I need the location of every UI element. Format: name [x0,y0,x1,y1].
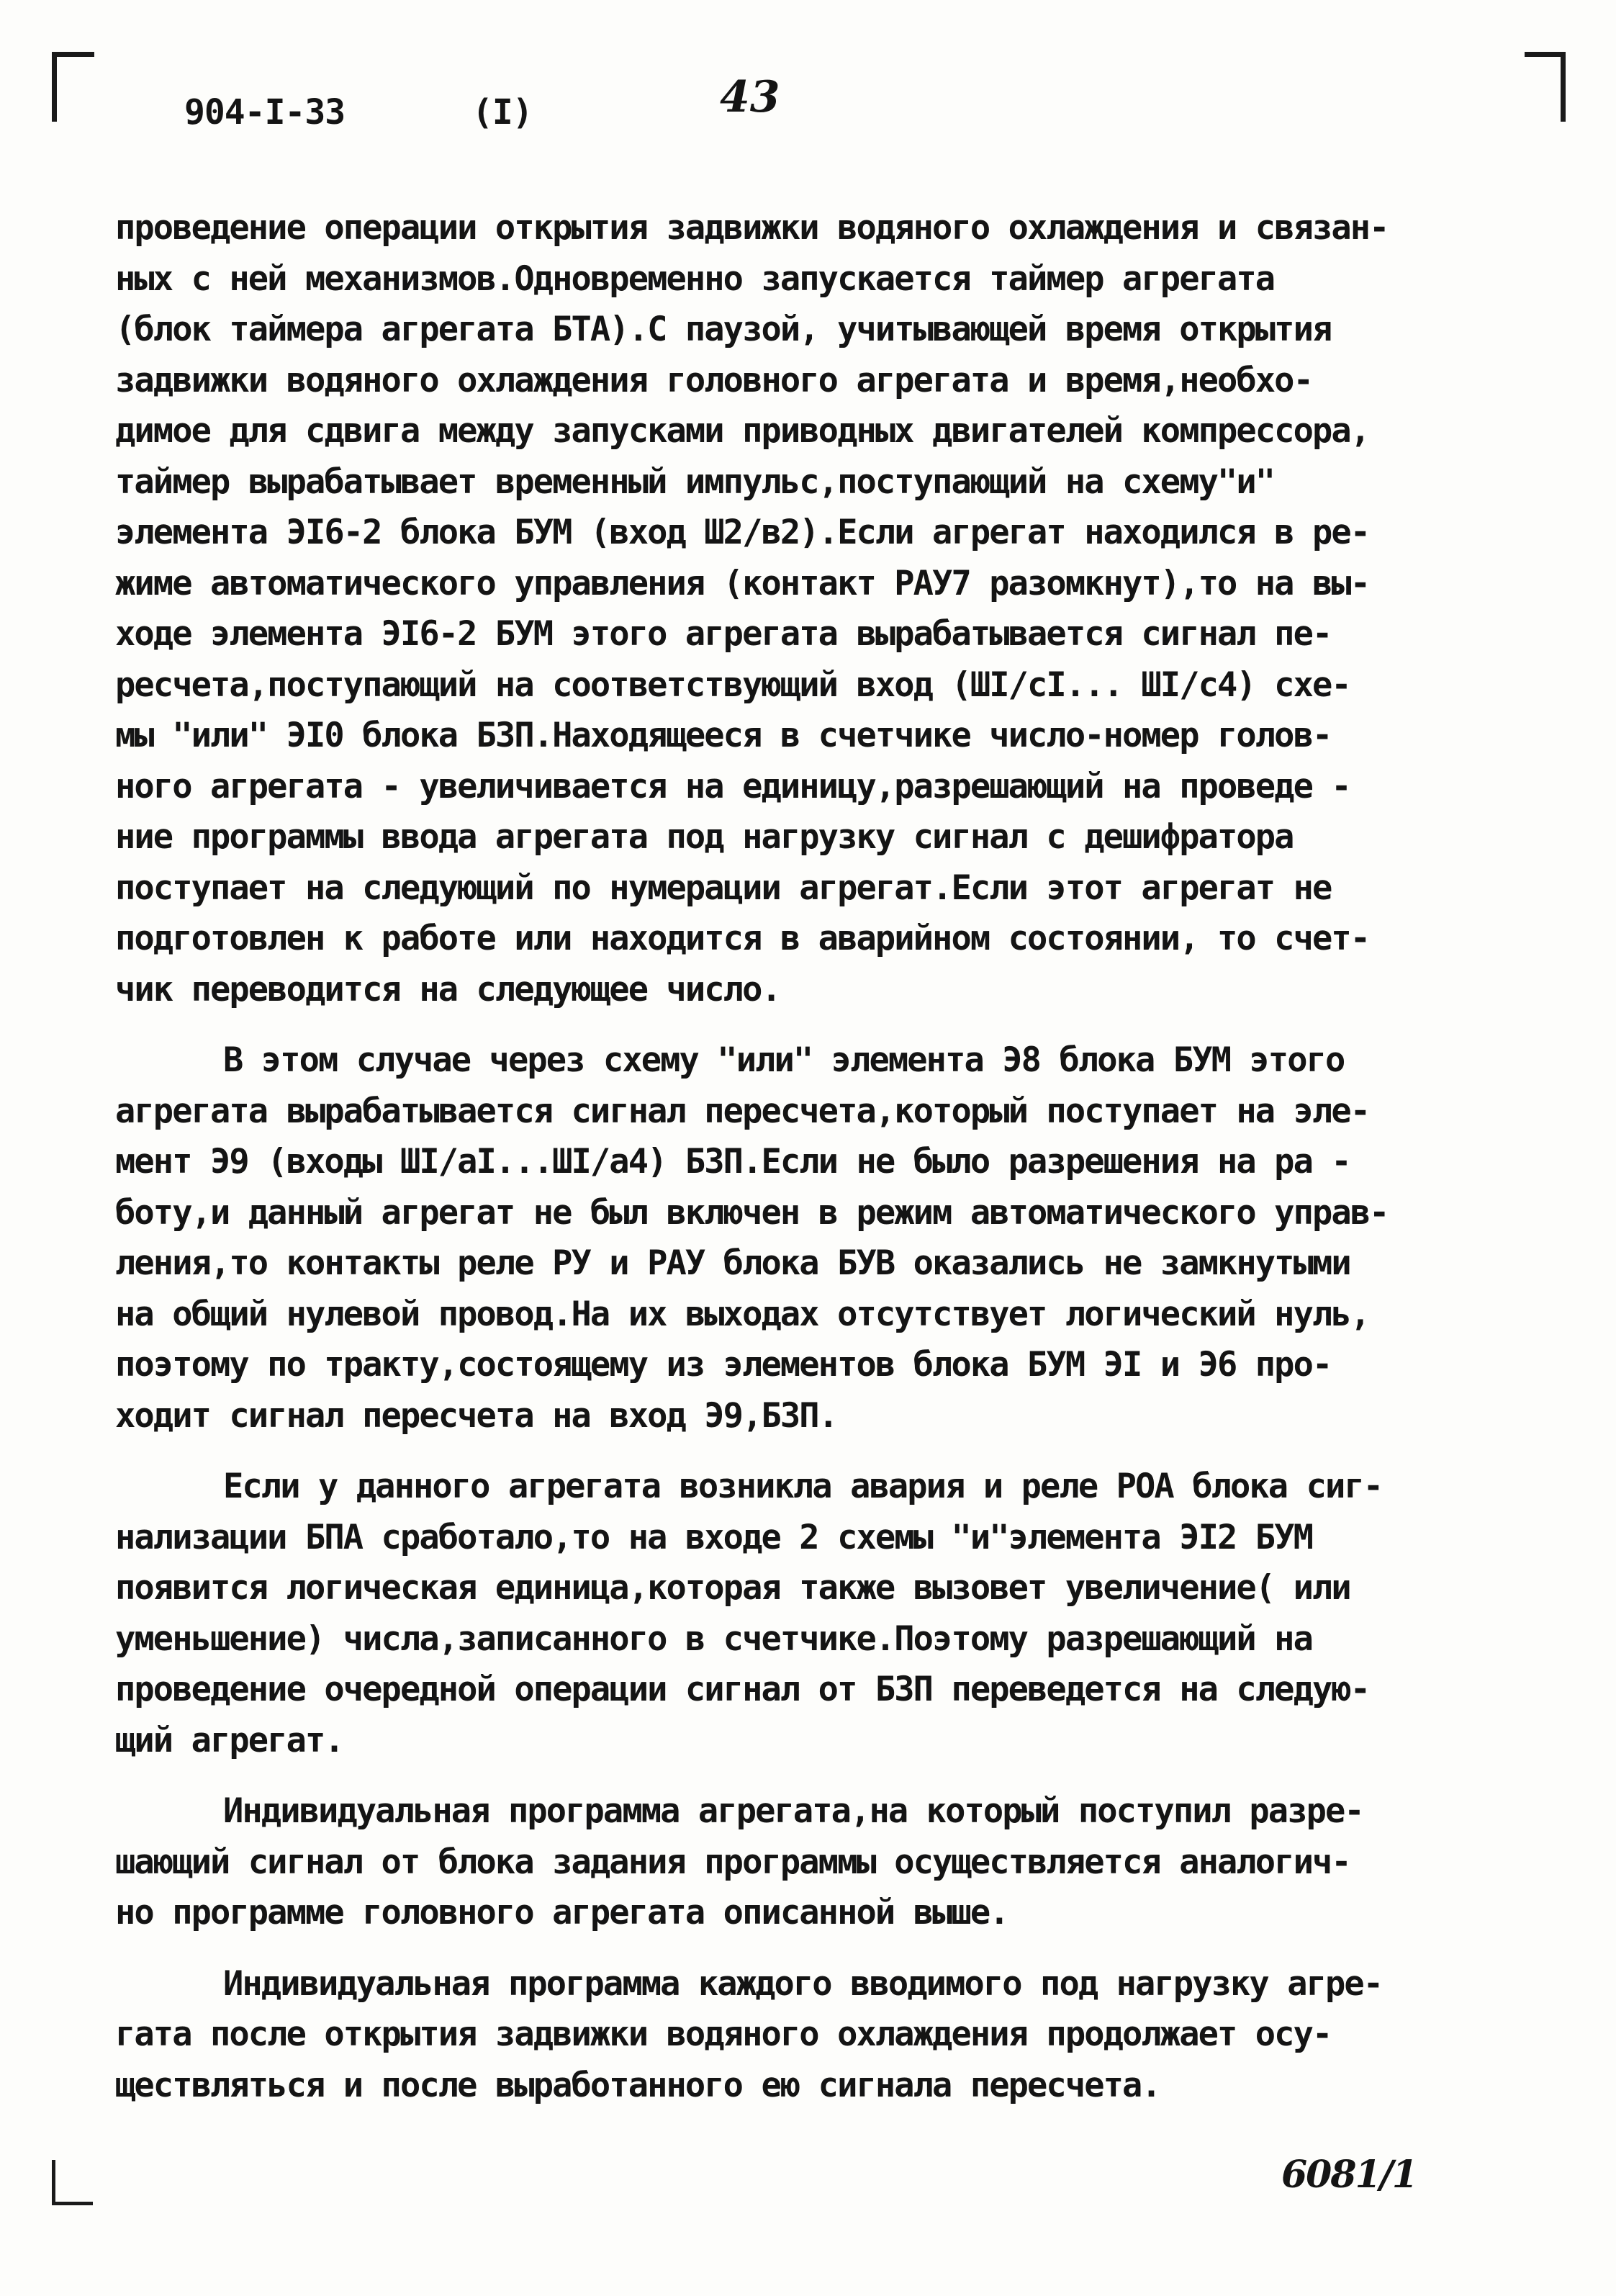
text-line: шающий сигнал от блока задания программы осуществляется аналогич- [115,1842,1350,1882]
text-line: ществляться и после выработанного ею сигнала пересчета. [115,2065,1160,2105]
document-part: (I) [472,92,533,132]
handwritten-sheet-number: 6081/1 [1281,2153,1417,2197]
text-line: (блок таймера агрегата БТА).С паузой, учитывающей время открытия [115,310,1332,349]
text-line: ления,то контакты реле РУ и РАУ блока БУВ оказались не замкнутыми [115,1243,1350,1283]
text-line: поэтому по тракту,состоящему из элементов блока БУМ ЭI и Э6 про- [115,1345,1332,1385]
text-line: гата после открытия задвижки водяного охлаждения продолжает осу- [115,2014,1332,2054]
text-line: боту,и данный агрегат не был включен в режим автоматического управ- [115,1192,1389,1233]
text-line: но программе головного агрегата описанной выше. [115,1893,1008,1932]
paragraph [115,1462,1548,1766]
text-line: щий агрегат. [115,1720,343,1760]
document-code: 904-I-33 [184,92,346,132]
text-line: уменьшение) числа,записанного в счетчике.Поэтому разрешающий на [115,1619,1312,1659]
corner-mark-top-right [1525,52,1566,122]
text-line: ходе элемента ЭI6-2 БУМ этого агрегата вырабатывается сигнал пе- [115,614,1332,654]
text-line: нализации БПА сработало,то на входе 2 схемы "и"элемента ЭI2 БУМ [115,1517,1312,1557]
text-line: подготовлен к работе или находится в аварийном состоянии, то счет- [115,919,1370,958]
text-line: ходит сигнал пересчета на вход Э9,БЗП. [115,1395,838,1436]
text-line: элемента ЭI6-2 блока БУМ (вход Ш2/в2).Если агрегат находился в ре- [115,513,1370,552]
text-line: ресчета,поступающий на соответствующий вход (ШI/сI... ШI/с4) схе- [115,665,1350,705]
text-line: мы "или" ЭI0 блока БЗП.Находящееся в счетчике число-номер голов- [115,716,1332,755]
text-line: проведение операции открытия задвижки водяного охлаждения и связан- [115,208,1389,248]
text-line: Если у данного агрегата возникла авария и реле РОА блока сиг- [223,1467,1383,1506]
text-line: ного агрегата - увеличивается на единицу,разрешающий на проведе - [115,766,1350,806]
text-line: Индивидуальная программа агрегата,на который поступил разре- [223,1791,1363,1831]
text-line: чик переводится на следующее число. [115,969,780,1009]
page-number: 43 [720,72,780,122]
text-line: Индивидуальная программа каждого вводимого под нагрузку агре- [223,1963,1383,2004]
text-line: жиме автоматического управления (контакт РАУ7 разомкнут),то на вы- [115,563,1370,603]
text-line: поступает на следующий по нумерации агрегат.Если этот агрегат не [115,868,1332,908]
body-text [115,203,1548,2131]
text-line: таймер вырабатывает временный импульс,поступающий на схему"и" [115,462,1275,502]
corner-mark-bottom-left [52,2160,93,2205]
text-line: появится логическая единица,которая также вызовет увеличение( или [115,1568,1350,1608]
text-line: В этом случае через схему "или" элемента Э8 блока БУМ этого [223,1040,1345,1080]
paragraph [115,1786,1548,1939]
text-line: димое для сдвига между запусками приводных двигателей компрессора, [115,411,1370,451]
corner-mark-top-left [52,52,94,122]
text-line: проведение очередной операции сигнал от БЗП переведется на следую- [115,1670,1370,1709]
paragraph [115,1959,1548,2112]
text-line: мент Э9 (входы ШI/аI...ШI/а4) БЗП.Если не было разрешения на ра - [115,1142,1350,1181]
text-line: ных с ней механизмов.Одновременно запускается таймер агрегата [115,258,1275,299]
text-line: ние программы ввода агрегата под нагрузку сигнал с дешифратора [115,817,1294,857]
text-line: агрегата вырабатывается сигнал пересчета,который поступает на эле- [115,1091,1370,1131]
paragraph [115,203,1548,1015]
paragraph [115,1035,1548,1441]
text-line: на общий нулевой провод.На их выходах отсутствует логический нуль, [115,1294,1370,1334]
text-line: задвижки водяного охлаждения головного агрегата и время,необхо- [115,360,1312,400]
